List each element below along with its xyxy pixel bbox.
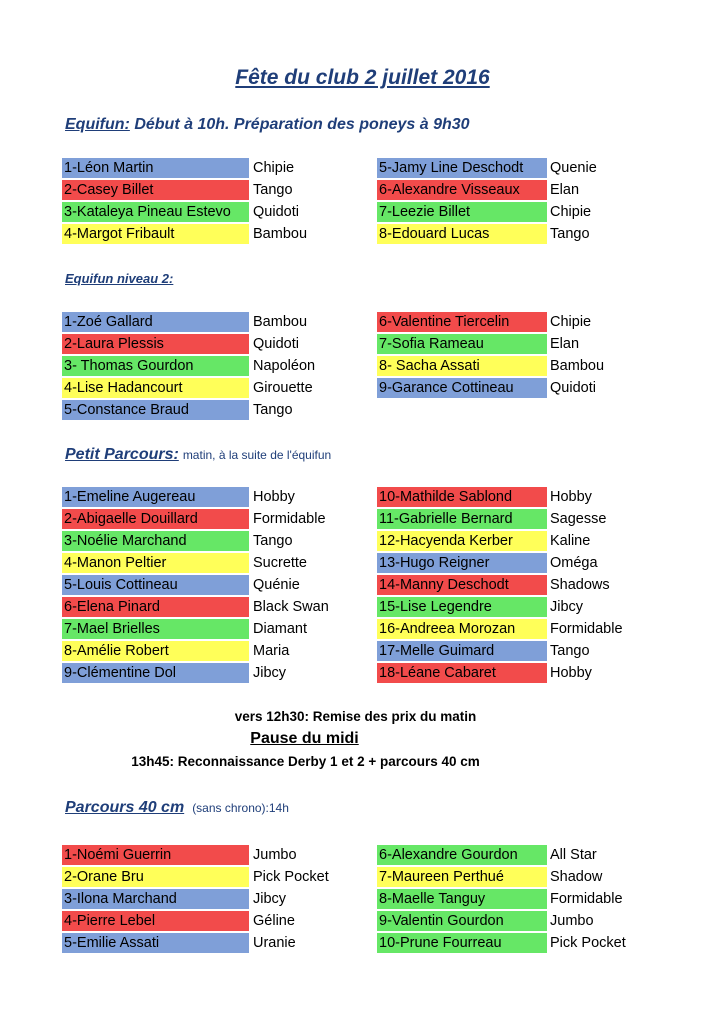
rider-name: 10-Mathilde Sablond (377, 487, 547, 507)
pony-name: Jibcy (253, 665, 287, 681)
rider-name: 7-Maureen Perthué (377, 867, 547, 887)
pony-name: Tango (253, 402, 293, 418)
pony-name: Formidable (253, 511, 326, 527)
rider-name: 3-Kataleya Pineau Estevo (62, 202, 249, 222)
rider-name: 3- Thomas Gourdon (62, 356, 249, 376)
equifun-title: Equifun: (65, 116, 130, 133)
pony-name: Diamant (253, 621, 307, 637)
pony-name: Pick Pocket (550, 935, 626, 951)
pony-name: All Star (550, 847, 597, 863)
prize-info: vers 12h30: Remise des prix du matin (234, 709, 477, 724)
pony-name: Pick Pocket (253, 869, 329, 885)
pony-name: Tango (550, 226, 590, 242)
lunch-break: Pause du midi (250, 730, 359, 747)
pony-name: Uranie (253, 935, 296, 951)
pony-name: Quénie (253, 577, 300, 593)
parcours-40-title: Parcours 40 cm (65, 799, 185, 816)
rider-name: 7-Sofia Rameau (377, 334, 547, 354)
pony-name: Hobby (550, 665, 592, 681)
pony-name: Elan (550, 336, 580, 352)
pony-name: Formidable (550, 891, 623, 907)
pony-name: Tango (550, 643, 590, 659)
rider-name: 8- Sacha Assati (377, 356, 547, 376)
rider-name: 4-Margot Fribault (62, 224, 249, 244)
parcours-40-heading (65, 799, 289, 817)
rider-name: 1-Emeline Augereau (62, 487, 249, 507)
pony-name: Shadows (550, 577, 610, 593)
pony-name: Sagesse (550, 511, 607, 527)
pony-name: Tango (253, 533, 293, 549)
pony-name: Shadow (550, 869, 603, 885)
pony-name: Napoléon (253, 358, 316, 374)
rider-name: 2-Laura Plessis (62, 334, 249, 354)
equifun2-title: Equifun niveau 2: (65, 271, 174, 286)
pony-name: Bambou (253, 314, 308, 330)
parcours-40-note: (sans chrono):14h (192, 801, 289, 815)
rider-name: 6-Alexandre Visseaux (377, 180, 547, 200)
rider-name: 5-Louis Cottineau (62, 575, 249, 595)
pony-name: Hobby (550, 489, 592, 505)
pony-name: Bambou (550, 358, 605, 374)
pony-name: Chipie (550, 314, 592, 330)
rider-name: 7-Leezie Billet (377, 202, 547, 222)
rider-name: 5-Emilie Assati (62, 933, 249, 953)
page-title: Fête du club 2 juillet 2016 (235, 66, 490, 89)
rider-name: 2-Abigaelle Douillard (62, 509, 249, 529)
pony-name: Kaline (550, 533, 591, 549)
equifun2-heading (65, 270, 173, 288)
rider-name: 3-Ilona Marchand (62, 889, 249, 909)
equifun-heading (65, 116, 470, 134)
rider-name: 4-Manon Peltier (62, 553, 249, 573)
rider-name: 2-Casey Billet (62, 180, 249, 200)
rider-name: 12-Hacyenda Kerber (377, 531, 547, 551)
rider-name: 4-Pierre Lebel (62, 911, 249, 931)
pony-name: Jibcy (550, 599, 584, 615)
rider-name: 8-Amélie Robert (62, 641, 249, 661)
rider-name: 13-Hugo Reigner (377, 553, 547, 573)
rider-name: 10-Prune Fourreau (377, 933, 547, 953)
rider-name: 8-Edouard Lucas (377, 224, 547, 244)
rider-name: 6-Valentine Tiercelin (377, 312, 547, 332)
rider-name: 7-Mael Brielles (62, 619, 249, 639)
pony-name: Girouette (253, 380, 313, 396)
pony-name: Quenie (550, 160, 597, 176)
pony-name: Quidoti (253, 204, 299, 220)
rider-name: 2-Orane Bru (62, 867, 249, 887)
rider-name: 6-Alexandre Gourdon (377, 845, 547, 865)
pony-name: Maria (253, 643, 290, 659)
rider-name: 18-Léane Cabaret (377, 663, 547, 683)
pony-name: Elan (550, 182, 580, 198)
pony-name: Quidoti (550, 380, 596, 396)
pony-name: Quidoti (253, 336, 299, 352)
rider-name: 11-Gabrielle Bernard (377, 509, 547, 529)
pony-name: Hobby (253, 489, 295, 505)
rider-name: 5-Constance Braud (62, 400, 249, 420)
rider-name: 16-Andreea Morozan (377, 619, 547, 639)
petit-parcours-title: Petit Parcours: (65, 446, 179, 463)
pony-name: Black Swan (253, 599, 329, 615)
pony-name: Tango (253, 182, 293, 198)
rider-name: 1-Léon Martin (62, 158, 249, 178)
petit-parcours-note: matin, à la suite de l'équifun (182, 448, 332, 462)
pony-name: Jumbo (550, 913, 594, 929)
rider-name: 6-Elena Pinard (62, 597, 249, 617)
pony-name: Géline (253, 913, 295, 929)
rider-name: 9-Valentin Gourdon (377, 911, 547, 931)
rider-name: 17-Melle Guimard (377, 641, 547, 661)
pony-name: Oméga (550, 555, 598, 571)
rider-name: 4-Lise Hadancourt (62, 378, 249, 398)
rider-name: 5-Jamy Line Deschodt (377, 158, 547, 178)
pony-name: Bambou (253, 226, 308, 242)
petit-parcours-heading (65, 446, 331, 464)
rider-name: 9-Garance Cottineau (377, 378, 547, 398)
pony-name: Chipie (550, 204, 592, 220)
equifun-subtitle: Début à 10h. Préparation des poneys à 9h30 (129, 116, 470, 133)
pony-name: Jumbo (253, 847, 297, 863)
rider-name: 8-Maelle Tanguy (377, 889, 547, 909)
derby-info: 13h45: Reconnaissance Derby 1 et 2 + parcours 40 cm (131, 754, 480, 769)
pony-name: Formidable (550, 621, 623, 637)
rider-name: 1-Zoé Gallard (62, 312, 249, 332)
rider-name: 1-Noémi Guerrin (62, 845, 249, 865)
rider-name: 15-Lise Legendre (377, 597, 547, 617)
rider-name: 14-Manny Deschodt (377, 575, 547, 595)
rider-name: 9-Clémentine Dol (62, 663, 249, 683)
rider-name: 3-Noélie Marchand (62, 531, 249, 551)
pony-name: Sucrette (253, 555, 307, 571)
pony-name: Chipie (253, 160, 295, 176)
pony-name: Jibcy (253, 891, 287, 907)
